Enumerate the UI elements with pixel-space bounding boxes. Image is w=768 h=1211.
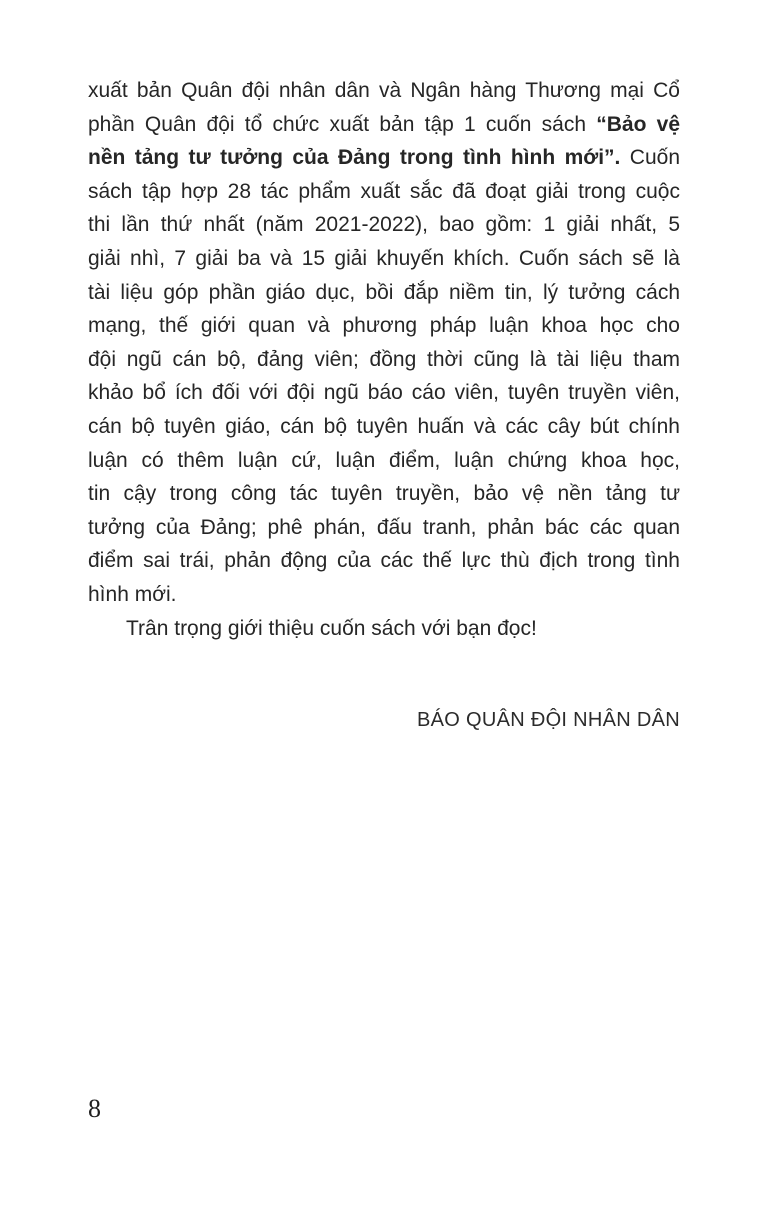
body-text: điểm sai trái, phản động của các thế lực thù địch trong tình [88, 549, 680, 573]
text-line [88, 108, 680, 142]
text-line [88, 74, 680, 108]
text-line [88, 376, 680, 410]
text-line [88, 477, 680, 511]
text-line [88, 444, 680, 478]
text-line [88, 309, 680, 343]
text-block [88, 74, 680, 733]
body-text: sách tập hợp 28 tác phẩm xuất sắc đã đoạt giải trong cuộc [88, 179, 680, 203]
body-text: khảo bổ ích đối với đội ngũ báo cáo viên, tuyên truyền viên, [88, 381, 680, 405]
text-line [88, 208, 680, 242]
book-title-bold-text: “Bảo vệ [596, 112, 680, 136]
body-text: phần Quân đội tổ chức xuất bản tập 1 cuốn sách [88, 112, 597, 136]
text-line [88, 276, 680, 310]
body-paragraph [88, 74, 680, 612]
body-text: tin cậy trong công tác tuyên truyền, bảo vệ nền tảng tư [88, 482, 680, 506]
attribution-byline: BÁO QUÂN ĐỘI NHÂN DÂN [417, 709, 680, 732]
text-line [88, 511, 680, 545]
closing-sentence: Trân trọng giới thiệu cuốn sách với bạn đọc! [126, 616, 537, 640]
body-text: luận có thêm luận cứ, luận điểm, luận chứng khoa học, [88, 448, 680, 472]
page-number: 8 [88, 1094, 101, 1123]
body-text: giải nhì, 7 giải ba và 15 giải khuyến khích. Cuốn sách sẽ là [88, 246, 680, 270]
text-line [88, 544, 680, 578]
text-line [88, 410, 680, 444]
text-line [88, 175, 680, 209]
text-line [88, 242, 680, 276]
text-line [88, 578, 680, 612]
body-text: xuất bản Quân đội nhân dân và Ngân hàng Thương mại Cổ [88, 79, 680, 102]
book-title-bold-text: nền tảng tư tưởng của Đảng trong tình hình mới”. [88, 146, 621, 170]
body-text: mạng, thế giới quan và phương pháp luận khoa học cho [88, 314, 680, 338]
text-line [88, 343, 680, 377]
body-text: thi lần thứ nhất (năm 2021-2022), bao gồm: 1 giải nhất, 5 [88, 213, 680, 237]
body-text: hình mới. [88, 582, 177, 606]
text-line [88, 141, 680, 175]
body-text: đội ngũ cán bộ, đảng viên; đồng thời cũng là tài liệu tham [88, 347, 680, 371]
body-text: tưởng của Đảng; phê phán, đấu tranh, phản bác các quan [88, 515, 680, 539]
body-text: tài liệu góp phần giáo dục, bồi đắp niềm tin, lý tưởng cách [88, 280, 680, 304]
body-text: cán bộ tuyên giáo, cán bộ tuyên huấn và các cây bút chính [88, 414, 680, 438]
body-text: Cuốn [620, 146, 681, 170]
